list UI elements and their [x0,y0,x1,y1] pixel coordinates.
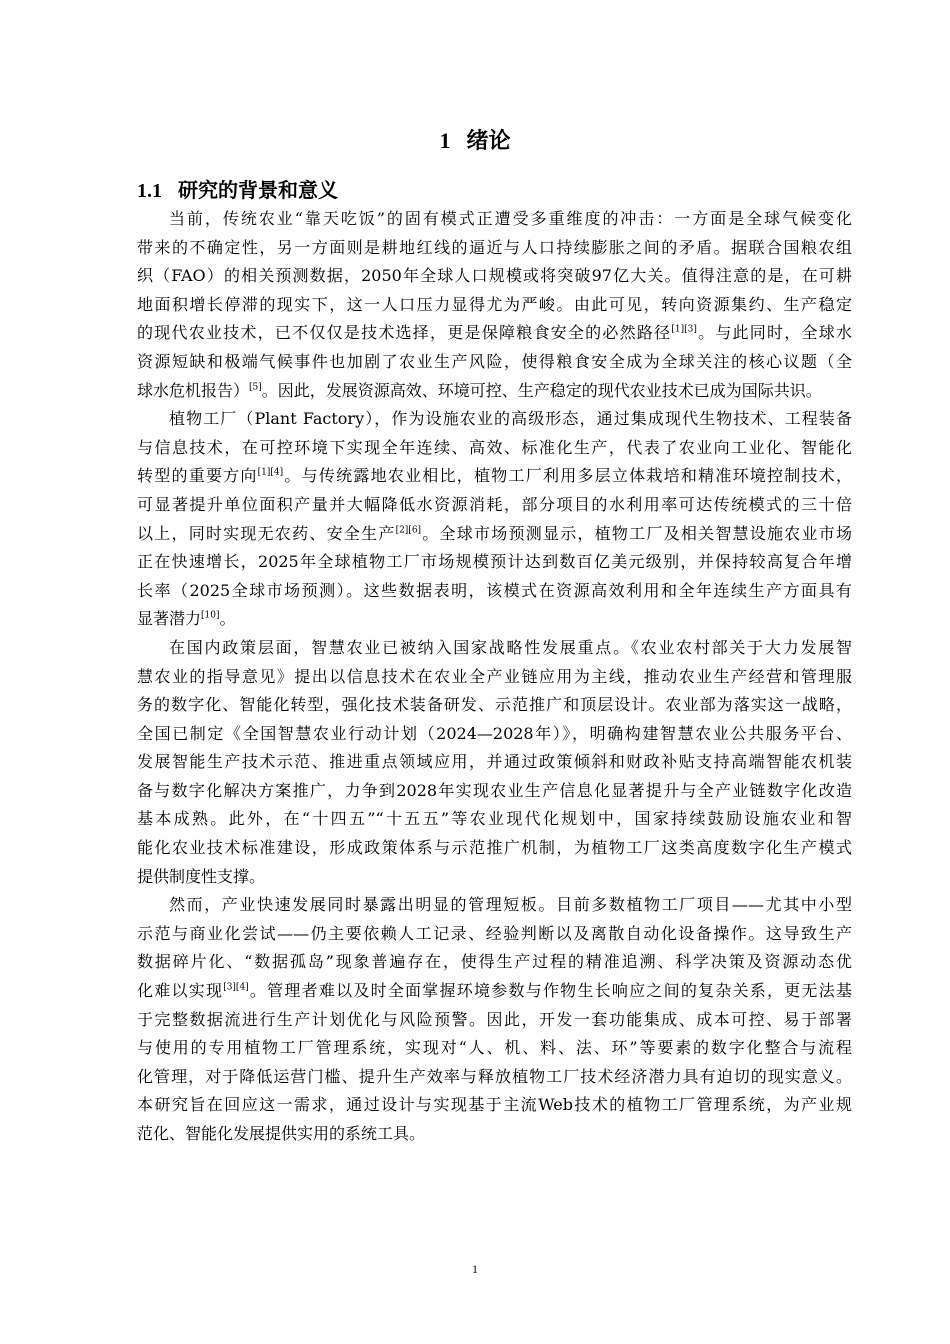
paragraph [137,891,852,1148]
paragraph-line: 与信息技术，在可控环境下实现全年连续、高效、标准化生产，代表了农业向工业化、智能化 [137,437,852,457]
paragraph-line: 正在快速增长，2025年全球植物工厂市场规模预计达到数百亿美元级别，并保持较高复合年增 [137,552,852,572]
paragraph-line: 范化、智能化发展提供实用的系统工具。 [137,1124,426,1143]
section-title: 研究的背景和意义 [178,178,338,202]
chapter-title: 绪论 [466,129,511,154]
paragraph-line: 在国内政策层面，智慧农业已被纳入国家战略性发展重点。《农业农村部关于大力发展智 [169,637,852,657]
paragraph-line: 示范与商业化尝试——仍主要依赖人工记录、经验判断以及离散自动化设备操作。这导致生产 [137,923,852,943]
chapter-heading [0,124,950,155]
page-number: 1 [472,1262,478,1276]
paragraph-line: 当前，传统农业“靠天吃饭”的固有模式正遭受多重维度的冲击：一方面是全球气候变化 [169,209,852,228]
paragraph-line: 提供制度性支撑。 [137,866,266,886]
paragraph-line: 织（FAO）的相关预测数据，2050年全球人口规模或将突破97亿大关。值得注意的是，在可耕 [137,266,852,286]
paragraph-line: 本研究旨在回应这一需求，通过设计与实现基于主流Web技术的植物工厂管理系统，为产业规 [137,1095,852,1115]
paragraph [137,405,852,634]
paragraph-line: 带来的不确定性，另一方面则是耕地红线的逼近与人口持续膨胀之间的矛盾。据联合国粮农组 [137,237,852,257]
paragraph-line: 长率（2025全球市场预测）。这些数据表明，该模式在资源高效利用和全年连续生产方面具有 [137,580,852,600]
paragraph [137,205,852,405]
paragraph-line: 化难以实现[3][4]。管理者难以及时全面掌握环境参数与作物生长响应之间的复杂关系，更无法基 [137,981,852,1001]
paragraph [137,634,852,891]
paragraph-line: 基本成熟。此外，在“十四五”“十五五”等农业现代化规划中，国家持续鼓励设施农业和智 [137,809,852,829]
chapter-number: 1 [439,128,451,153]
paragraph-line: 转型的重要方向[1][4]。与传统露地农业相比，植物工厂利用多层立体栽培和精准环境控制技术， [137,466,852,486]
paragraph-line: 资源短缺和极端气候事件也加剧了农业生产风险，使得粮食安全成为全球关注的核心议题（全 [137,351,852,371]
paragraph-line: 能化农业技术标准建设，形成政策体系与示范推广机制，为植物工厂这类高度数字化生产模式 [137,838,852,858]
paragraph-line: 发展智能生产技术示范、推进重点领域应用，并通过政策倾斜和财政补贴支持高端智能农机装 [137,752,852,772]
paragraph-line: 与使用的专用植物工厂管理系统，实现对“人、机、料、法、环”等要素的数字化整合与流程 [137,1038,852,1058]
paragraph-line: 然而，产业快速发展同时暴露出明显的管理短板。目前多数植物工厂项目——尤其中小型 [169,895,852,915]
paragraph-line: 全国已制定《全国智慧农业行动计划（2024—2028年）》，明确构建智慧农业公共服务平台、 [137,723,852,743]
paragraph-line: 备与数字化解决方案推广，力争到2028年实现农业生产信息化显著提升与全产业链数字化改造 [137,780,852,800]
paragraph-line: 慧农业的指导意见》提出以信息技术在农业全产业链应用为主线，推动农业生产经营和管理服 [137,666,852,686]
paragraph-line: 数据碎片化、“数据孤岛”现象普遍存在，使得生产过程的精准追溯、科学决策及资源动态优 [137,952,852,972]
paragraph-line: 植物工厂（Plant Factory），作为设施农业的高级形态，通过集成现代生物技术、工程装备 [169,409,852,429]
paragraph-line: 显著潜力[10]。 [137,609,236,629]
paragraph-line: 可显著提升单位面积产量并大幅降低水资源消耗，部分项目的水利用率可达传统模式的三十倍 [137,494,852,514]
section-number: 1.1 [137,180,162,202]
paragraph-line: 球水危机报告）[5]。因此，发展资源高效、环境可控、生产稳定的现代农业技术已成为国际共识。 [137,380,822,400]
paragraph-line: 地面积增长停滞的现实下，这一人口压力显得尤为严峻。由此可见，转向资源集约、生产稳定 [137,294,852,314]
paragraph-line: 以上，同时实现无农药、安全生产[2][6]。全球市场预测显示，植物工厂及相关智慧设施农业市场 [137,523,852,543]
paragraph-line: 于完整数据流进行生产计划优化与风险预警。因此，开发一套功能集成、成本可控、易于部署 [137,1009,852,1029]
paragraph-line: 化管理，对于降低运营门槛、提升生产效率与释放植物工厂技术经济潜力具有迫切的现实意义。 [137,1066,852,1086]
paragraph-line: 的现代农业技术，已不仅仅是技术选择，更是保障粮食安全的必然路径[1][3]。与此同时，全球水 [137,323,852,343]
body-text [137,205,852,1149]
paragraph-line: 务的数字化、智能化转型，强化技术装备研发、示范推广和顶层设计。农业部为落实这一战略， [137,695,852,715]
section-heading [137,174,338,203]
